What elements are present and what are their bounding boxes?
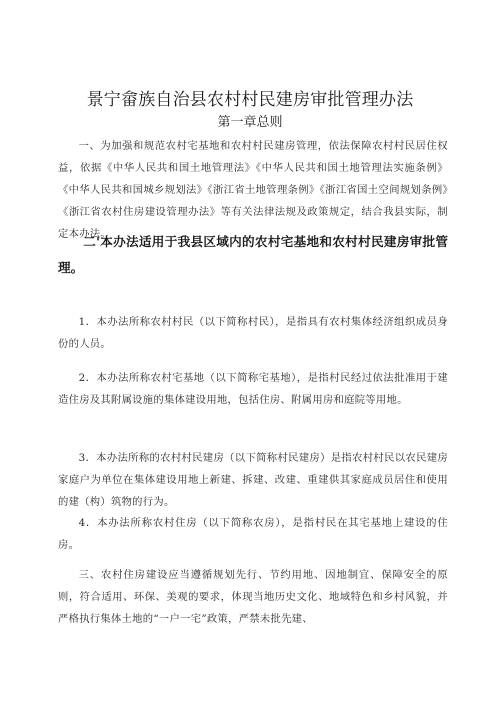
chapter-heading: 第一章总则 [217, 115, 283, 130]
paragraph-item-3: 3．本办法所称的农村村民建房（以下简称村民建房）是指农村村民以农民建房家庭户为单位在集体建设用地上新建、拆建、改建、重建供其家庭成员居住和使用的建（构）筑物的行为。 [58, 452, 448, 508]
paragraph-article-1: 一、为加强和规范农村宅基地和农村村民建房管理，依法保障农村村民居住权益，依据《中华人民共和国土地管理法》《中华人民共和国土地管理法实施条例》《中华人民共和国城乡规划法》《浙江省土地管理条例》《浙江省国土空间规划条例》《浙江省农村住房建设管理办法》等有关法律法规及政策规定，结合我县实际，制定本办法。 [58, 140, 448, 240]
paragraph-article-3: 三、农村住房建设应当遵循规划先行、节约用地、因地制宜、保障安全的原则，符合适用、环保、美观的要求，体现当地历史文化、地域特色和乡村风貌，并严格执行集体土地的“一户一宅”政策，严禁未批先建、 [58, 569, 448, 625]
paragraph-item-2: 2．本办法所称农村宅基地（以下简称宅基地），是指村民经过依法批准用于建造住房及其附属设施的集体建设用地，包括住房、附属用房和庭院等用地。 [58, 372, 448, 406]
paragraph-article-2: 二'本办法适用于我县区域内的农村宅基地和农村村民建房审批管理。 [58, 234, 448, 275]
paragraph-item-1: 1．本办法所称农村村民（以下简称村民），是指具有农村集体经济组织成员身份的人员。 [58, 316, 448, 350]
document-title: 景宁畲族自治县农村村民建房审批管理办法 [86, 90, 414, 110]
paragraph-item-4: 4．本办法所称农村住房（以下简称农房），是指村民在其宅基地上建设的住房。 [58, 517, 448, 551]
